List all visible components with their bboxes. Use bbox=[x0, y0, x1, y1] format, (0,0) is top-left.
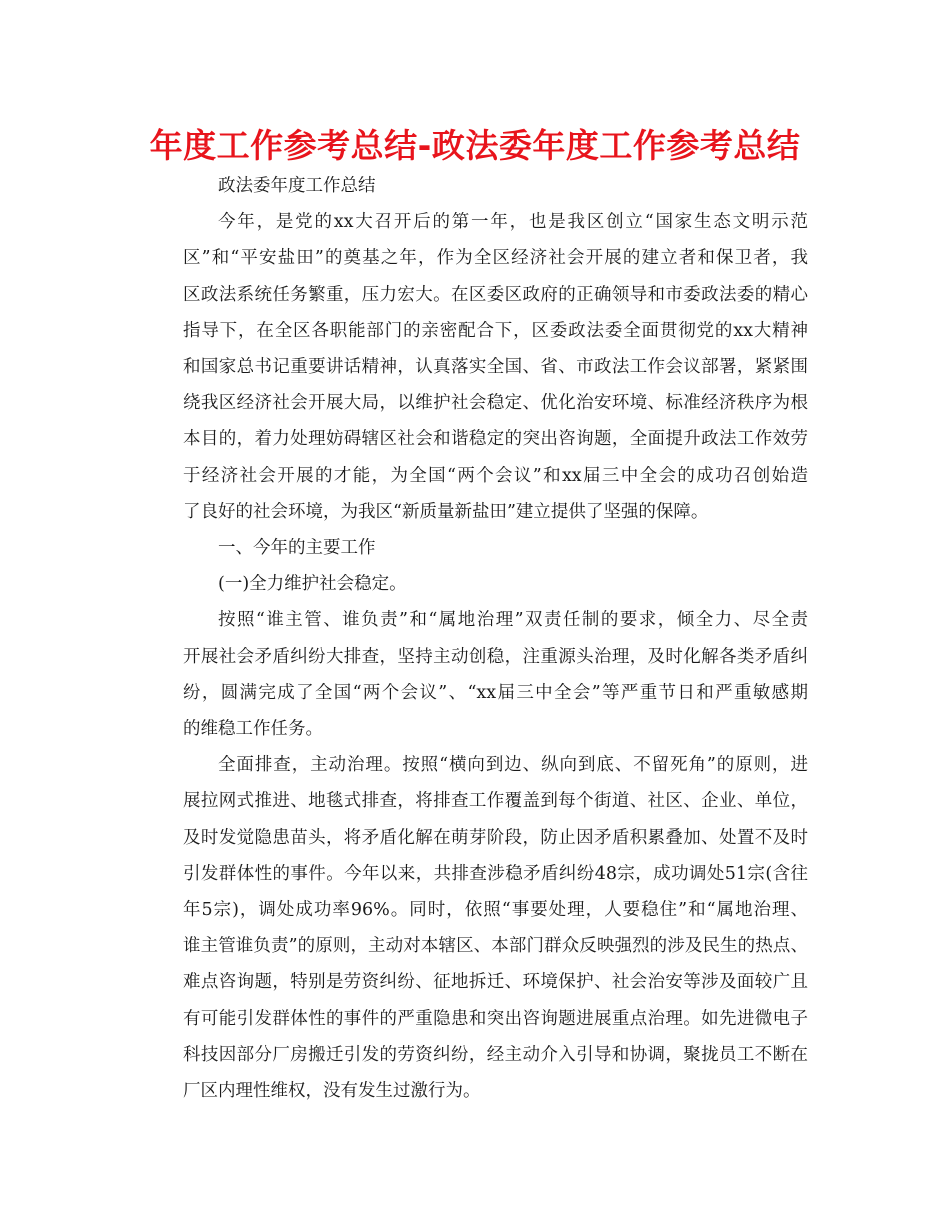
text-line: 纷，圆满完成了全国“两个会议”、“xx届三中全会”等严重节日和严重敏感期 bbox=[183, 682, 808, 703]
section-heading bbox=[148, 530, 808, 566]
paragraph-subtitle bbox=[148, 168, 808, 204]
text-line: 区政法系统任务繁重，压力宏大。在区委区政府的正确领导和市委政法委的精心 bbox=[183, 284, 808, 305]
text-line: 科技因部分厂房搬迁引发的劳资纠纷，经主动介入引导和协调，聚拢员工不断在 bbox=[183, 1044, 808, 1065]
text-line: 和国家总书记重要讲话精神，认真落实全国、省、市政法工作会议部署，紧紧围 bbox=[183, 357, 808, 378]
text-line: 全面排查，主动治理。按照“横向到边、纵向到底、不留死角”的原则，进 bbox=[218, 755, 808, 776]
paragraph-responsibility bbox=[148, 602, 808, 747]
paragraph-investigation bbox=[148, 747, 808, 1109]
document-body bbox=[148, 168, 808, 1109]
text-line: 厂区内理性维权，没有发生过激行为。 bbox=[183, 1081, 481, 1102]
text-line: (一)全力维护社会稳定。 bbox=[218, 574, 407, 595]
text-line: 引发群体性的事件。今年以来，共排查涉稳矛盾纠纷48宗，成功调处51宗(含往 bbox=[183, 863, 808, 884]
text-line: 政法委年度工作总结 bbox=[218, 176, 376, 196]
text-line: 了良好的社会环境，为我区“新质量新盐田”建立提供了坚强的保障。 bbox=[183, 501, 709, 522]
text-line: 展拉网式推进、地毯式排查，将排查工作覆盖到每个街道、社区、企业、单位， bbox=[183, 791, 808, 812]
subsection-heading bbox=[148, 566, 808, 602]
text-line: 的维稳工作任务。 bbox=[183, 719, 323, 740]
text-line: 今年，是党的xx大召开后的第一年，也是我区创立“国家生态文明示范 bbox=[218, 212, 808, 233]
text-line: 谁主管谁负责”的原则，主动对本辖区、本部门群众反映强烈的涉及民生的热点、 bbox=[183, 936, 808, 957]
text-line: 年5宗)，调处成功率96%。同时，依照“事要处理，人要稳住”和“属地治理、 bbox=[183, 900, 808, 921]
paragraph-intro bbox=[148, 204, 808, 530]
text-line: 有可能引发群体性的事件的严重隐患和突出咨询题进展重点治理。如先进微电子 bbox=[183, 1008, 808, 1029]
text-line: 及时发觉隐患苗头，将矛盾化解在萌芽阶段，防止因矛盾积累叠加、处置不及时 bbox=[183, 827, 808, 848]
text-line: 指导下，在全区各职能部门的亲密配合下，区委政法委全面贯彻党的xx大精神 bbox=[183, 320, 808, 341]
text-line: 于经济社会开展的才能，为全国“两个会议”和xx届三中全会的成功召创始造 bbox=[183, 465, 808, 486]
text-line: 开展社会矛盾纠纷大排查，坚持主动创稳，注重源头治理，及时化解各类矛盾纠 bbox=[183, 646, 808, 667]
document-title: 年度工作参考总结-政法委年度工作参考总结 bbox=[149, 126, 801, 165]
text-line: 按照“谁主管、谁负责”和“属地治理”双责任制的要求，倾全力、尽全责 bbox=[218, 610, 808, 631]
text-line: 一、今年的主要工作 bbox=[218, 538, 376, 559]
text-line: 本目的，着力处理妨碍辖区社会和谐稳定的突出咨询题，全面提升政法工作效劳 bbox=[183, 429, 808, 450]
text-line: 区”和“平安盐田”的奠基之年，作为全区经济社会开展的建立者和保卫者，我 bbox=[183, 248, 808, 269]
text-line: 难点咨询题，特别是劳资纠纷、征地拆迁、环境保护、社会治安等涉及面较广且 bbox=[183, 972, 808, 993]
text-line: 绕我区经济社会开展大局，以维护社会稳定、优化治安环境、标准经济秩序为根 bbox=[183, 393, 808, 414]
